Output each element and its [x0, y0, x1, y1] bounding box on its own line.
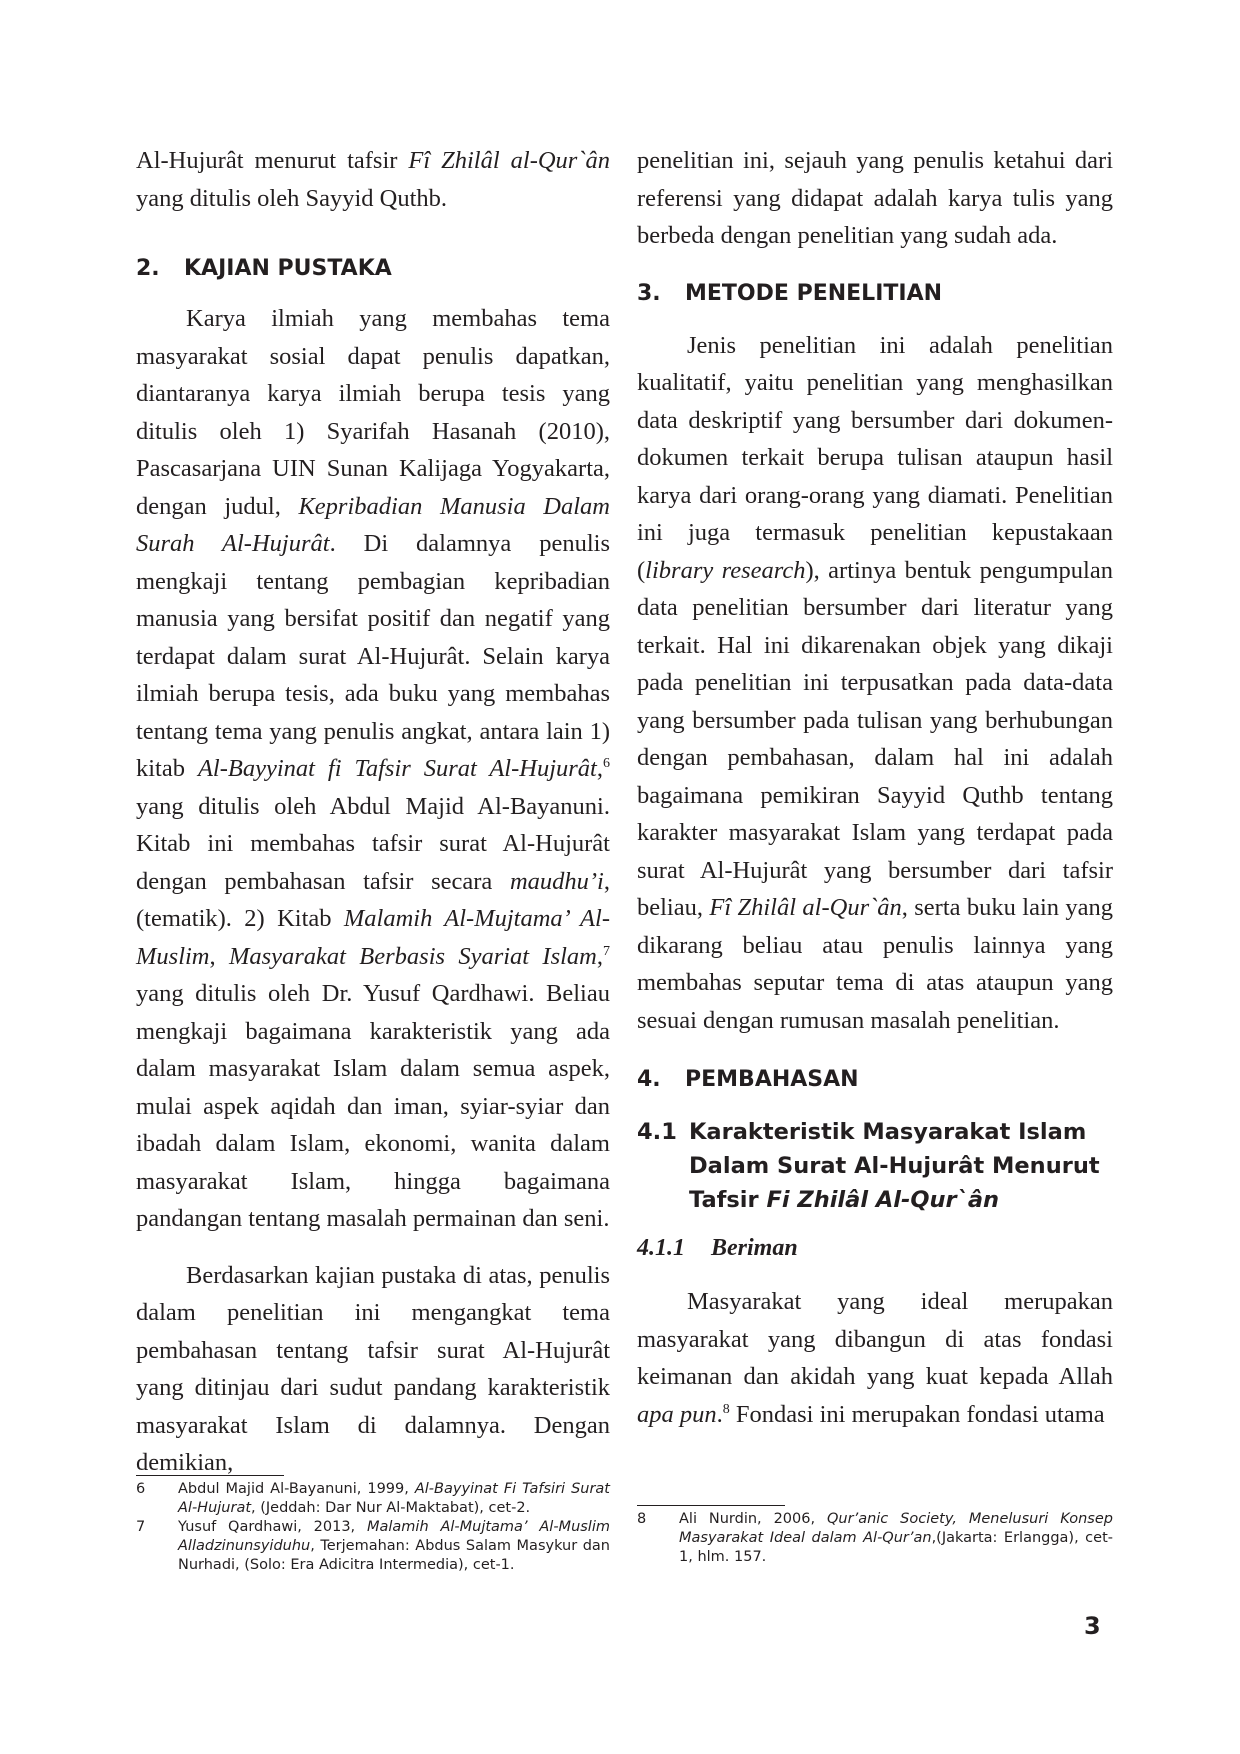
literature-review-paragraph: Karya ilmiah yang membahas tema masyarakat sosial dapat penulis dapatkan, diantaranya karya ilmiah berupa tesis yang ditulis oleh 1) Syarifah Hasanah (2010), Pascasarjana UIN Sunan Kalijaga Yogyakarta, dengan judul, Kepribadian Manusia Dalam Surah Al-Hujurât. Di dalamnya penulis mengkaji tentang pembagian kepribadian manusia yang bersifat positif dan negatif yang terdapat dalam surat Al-Hujurât. Selain karya ilmiah berupa tesis, ada buku yang membahas tentang tema yang penulis angkat, antara lain 1) kitab Al-Bayyinat fi Tafsir Surat Al-Hujurât,$^6$ yang ditulis oleh Abdul Majid Al-Bayanuni. Kitab ini membahas tafsir surat Al-Hujurât dengan pembahasan tafsir secara maudhu’i, (tematik). 2) Kitab Malamih Al-Mujtama’ Al-Muslim, Masyarakat Berbasis Syariat Islam,$^7$ yang ditulis oleh Dr. Yusuf Qardhawi. Beliau mengkaji bagaimana karakteristik yang ada dalam masyarakat Islam dalam semua aspek, mulai aspek aqidah dan iman, syiar-syiar dan ibadah dalam Islam, ekonomi, wanita dalam masyarakat Islam, hingga bagaimana pandangan tentang masalah permainan dan seni. — [136, 305, 610, 1232]
page-number: 3 — [1084, 1612, 1101, 1640]
intro-paragraph: Al-Hujurât menurut tafsir Fî Zhilâl al-Qur`ân yang ditulis oleh Sayyid Quthb. — [136, 147, 610, 212]
footnote-divider-right — [637, 1505, 785, 1506]
continuation-paragraph: penelitian ini, sejauh yang penulis ketahui dari referensi yang didapat adalah karya tulis yang berbeda dengan penelitian yang sudah ada. — [637, 147, 1113, 249]
footnotes-left — [136, 1480, 610, 1575]
footnote-6: 6 Abdul Majid Al-Bayanuni, 1999, Al-Bayyinat Fi Tafsiri Surat Al-Hujurat, (Jeddah: Dar Nur Al-Maktabat), cet-2. — [136, 1481, 610, 1516]
left-column — [136, 142, 610, 1482]
right-column — [637, 142, 1113, 1433]
section-3-heading: 3. METODE PENELITIAN — [637, 280, 943, 306]
section-2-heading: 2. KAJIAN PUSTAKA — [136, 256, 392, 281]
subsection-4-1-heading: 4.1 Karakteristik Masyarakat Islam Dalam Surat Al-Hujurât Menurut Tafsir Fi Zhilâl Al-Qur`ân — [637, 1119, 1100, 1213]
footnote-ref-7: 7 — [603, 943, 610, 959]
beriman-paragraph: Masyarakat yang ideal merupakan masyarakat yang dibangun di atas fondasi keimanan dan akidah yang kuat kepada Allah apa pun.$^8$ Fondasi ini merupakan fondasi utama — [637, 1288, 1113, 1428]
subsection-4-1-1-heading: 4.1.1 Beriman — [637, 1235, 798, 1261]
conclusion-paragraph: Berdasarkan kajian pustaka di atas, penulis dalam penelitian ini mengangkat tema pembahasan tentang tafsir surat Al-Hujurât yang ditinjau dari sudut pandang karakteristik masyarakat Islam di dalamnya. Dengan demikian, — [136, 1261, 610, 1476]
footnote-7: 7 Yusuf Qardhawi, 2013, Malamih Al-Mujtama’ Al-Muslim Alladzinunsyiduhu, Terjemahan: Abdus Salam Masykur dan Nurhadi, (Solo: Era Adicitra Intermedia), cet-1. — [136, 1519, 610, 1573]
methodology-paragraph: Jenis penelitian ini adalah penelitian kualitatif, yaitu penelitian yang menghasilkan data deskriptif yang bersumber dari dokumen-dokumen terkait berupa tulisan ataupun hasil karya dari orang-orang yang diamati. Penelitian ini juga termasuk penelitian kepustakaan (library research), artinya bentuk pengumpulan data penelitian bersumber dari literatur yang terkait. Hal ini dikarenakan objek yang dikaji pada penelitian ini terpusatkan pada data-data yang bersumber pada tulisan yang berhubungan dengan pembahasan, dalam hal ini adalah bagaimana pemikiran Sayyid Quthb tentang karakter masyarakat Islam yang terdapat pada surat Al-Hujurât yang bersumber dari tafsir beliau, Fî Zhilâl al-Qur`ân, serta buku lain yang dikarang beliau atau penulis lainnya yang membahas seputar tema di atas ataupun yang sesuai dengan rumusan masalah penelitian. — [637, 331, 1113, 1034]
footnote-8: 8 Ali Nurdin, 2006, Qur’anic Society, Menelusuri Konsep Masyarakat Ideal dalam Al-Qur’an,(Jakarta: Erlangga), cet-1, hlm. 157. — [637, 1511, 1113, 1565]
footnotes-right — [637, 1510, 1113, 1567]
footnote-ref-8: 8 — [722, 1401, 730, 1417]
footnote-ref-6: 6 — [603, 756, 610, 771]
section-4-heading: 4. PEMBAHASAN — [637, 1067, 859, 1092]
footnote-divider — [136, 1475, 284, 1476]
